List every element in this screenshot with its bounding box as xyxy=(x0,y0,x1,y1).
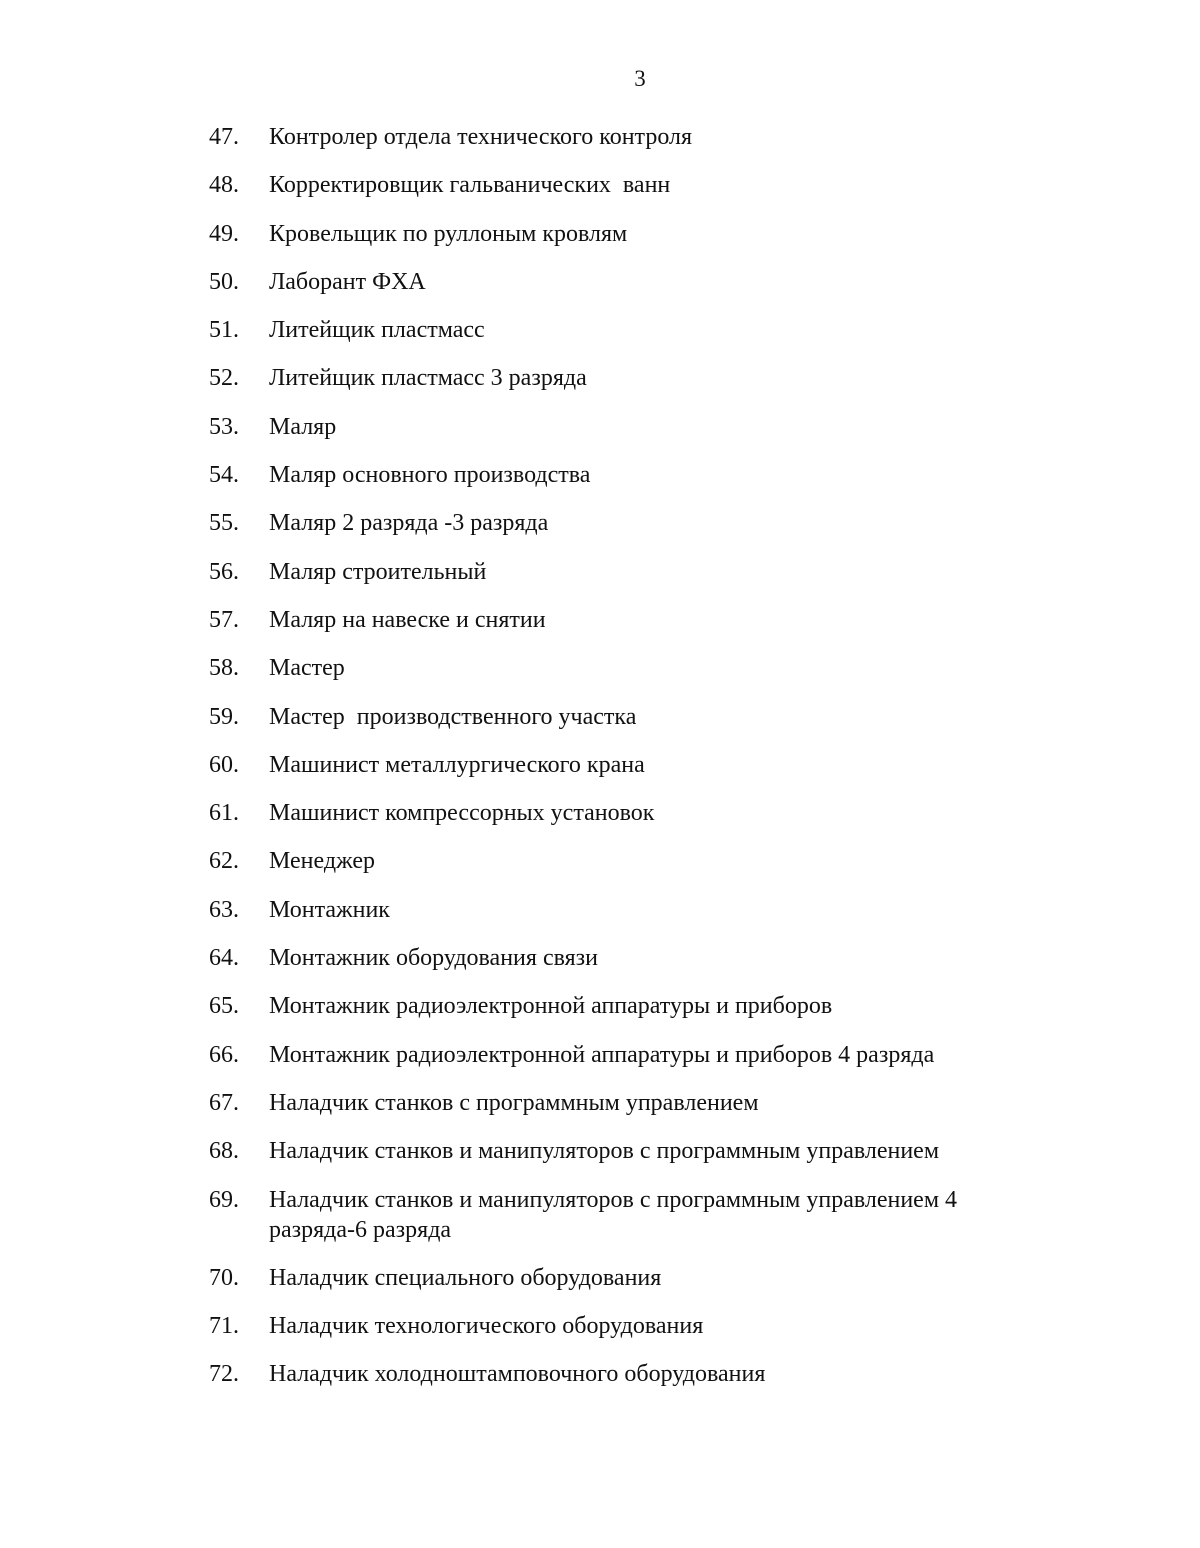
item-number: 57. xyxy=(209,606,239,633)
item-text: Маляр основного производства xyxy=(269,462,591,489)
list-item xyxy=(209,460,1039,490)
item-number: 62. xyxy=(209,848,239,875)
item-number: 47. xyxy=(209,124,239,150)
item-text: Маляр xyxy=(269,413,337,440)
item-number: 68. xyxy=(209,1138,239,1165)
item-text: Мастер xyxy=(269,655,345,682)
item-text: Наладчик станков и манипуляторов с программным управлением 4 разряда-6 разряда xyxy=(269,1186,958,1243)
item-number: 67. xyxy=(209,1089,239,1116)
list-item xyxy=(209,557,1039,587)
item-number: 59. xyxy=(209,703,239,730)
item-text: Наладчик холодноштамповочного оборудования xyxy=(269,1361,766,1388)
list-item xyxy=(209,1040,1039,1070)
list-item xyxy=(209,170,1039,200)
list-item xyxy=(209,508,1039,538)
item-text: Монтажник радиоэлектронной аппаратуры и приборов 4 разряда xyxy=(269,1041,935,1068)
item-text: Наладчик станков и манипуляторов с программным управлением xyxy=(269,1138,940,1165)
list-item xyxy=(209,653,1039,683)
item-text: Наладчик специального оборудования xyxy=(269,1264,662,1291)
item-number: 49. xyxy=(209,220,239,247)
item-text: Машинист компрессорных установок xyxy=(269,800,655,827)
list-item xyxy=(209,846,1039,876)
list-item xyxy=(209,1088,1039,1118)
list-item xyxy=(209,315,1039,345)
item-number: 58. xyxy=(209,655,239,682)
item-text: Менеджер xyxy=(269,848,375,875)
item-text: Корректировщик гальванических ванн xyxy=(269,172,671,199)
list-item xyxy=(209,943,1039,973)
item-text: Литейщик пластмасс 3 разряда xyxy=(269,365,587,392)
item-number: 50. xyxy=(209,268,239,295)
profession-list xyxy=(209,122,1039,1408)
item-text: Литейщик пластмасс xyxy=(269,317,485,344)
list-item xyxy=(209,1359,1039,1389)
item-number: 69. xyxy=(209,1186,239,1213)
item-number: 51. xyxy=(209,317,239,344)
item-number: 61. xyxy=(209,800,239,827)
item-number: 63. xyxy=(209,896,239,923)
list-item xyxy=(209,991,1039,1021)
list-item xyxy=(209,702,1039,732)
item-text: Наладчик станков с программным управлением xyxy=(269,1089,759,1116)
item-number: 66. xyxy=(209,1041,239,1068)
item-number: 52. xyxy=(209,365,239,392)
list-item xyxy=(209,363,1039,393)
item-text: Монтажник радиоэлектронной аппаратуры и приборов xyxy=(269,993,833,1020)
item-text: Кровельщик по руллоным кровлям xyxy=(269,220,628,247)
item-number: 48. xyxy=(209,172,239,199)
item-number: 72. xyxy=(209,1361,239,1388)
list-item xyxy=(209,267,1039,297)
item-text: Лаборант ФХА xyxy=(269,268,426,295)
list-item xyxy=(209,1263,1039,1293)
list-item xyxy=(209,122,1039,152)
item-number: 55. xyxy=(209,510,239,537)
item-text: Машинист металлургического крана xyxy=(269,751,645,778)
list-item xyxy=(209,1136,1039,1166)
item-text: Наладчик технологического оборудования xyxy=(269,1313,704,1340)
list-item xyxy=(209,750,1039,780)
item-text: Монтажник xyxy=(269,896,390,923)
item-number: 65. xyxy=(209,993,239,1020)
list-item xyxy=(209,219,1039,249)
item-text: Маляр строительный xyxy=(269,558,487,585)
item-number: 64. xyxy=(209,945,239,972)
item-number: 70. xyxy=(209,1264,239,1291)
item-text: Контролер отдела технического контроля xyxy=(269,124,693,150)
item-number: 56. xyxy=(209,558,239,585)
list-item xyxy=(209,605,1039,635)
item-text: Мастер производственного участка xyxy=(269,703,637,730)
list-item xyxy=(209,412,1039,442)
list-item xyxy=(209,798,1039,828)
item-number: 71. xyxy=(209,1313,239,1340)
item-number: 60. xyxy=(209,751,239,778)
item-text: Маляр на навеске и снятии xyxy=(269,606,546,633)
item-text: Маляр 2 разряда -3 разряда xyxy=(269,510,549,537)
page-number: 3 xyxy=(634,66,646,91)
item-number: 53. xyxy=(209,413,239,440)
list-item xyxy=(209,1185,1039,1245)
list-item xyxy=(209,1311,1039,1341)
item-number: 54. xyxy=(209,462,239,489)
item-text: Монтажник оборудования связи xyxy=(269,945,598,972)
list-item xyxy=(209,895,1039,925)
